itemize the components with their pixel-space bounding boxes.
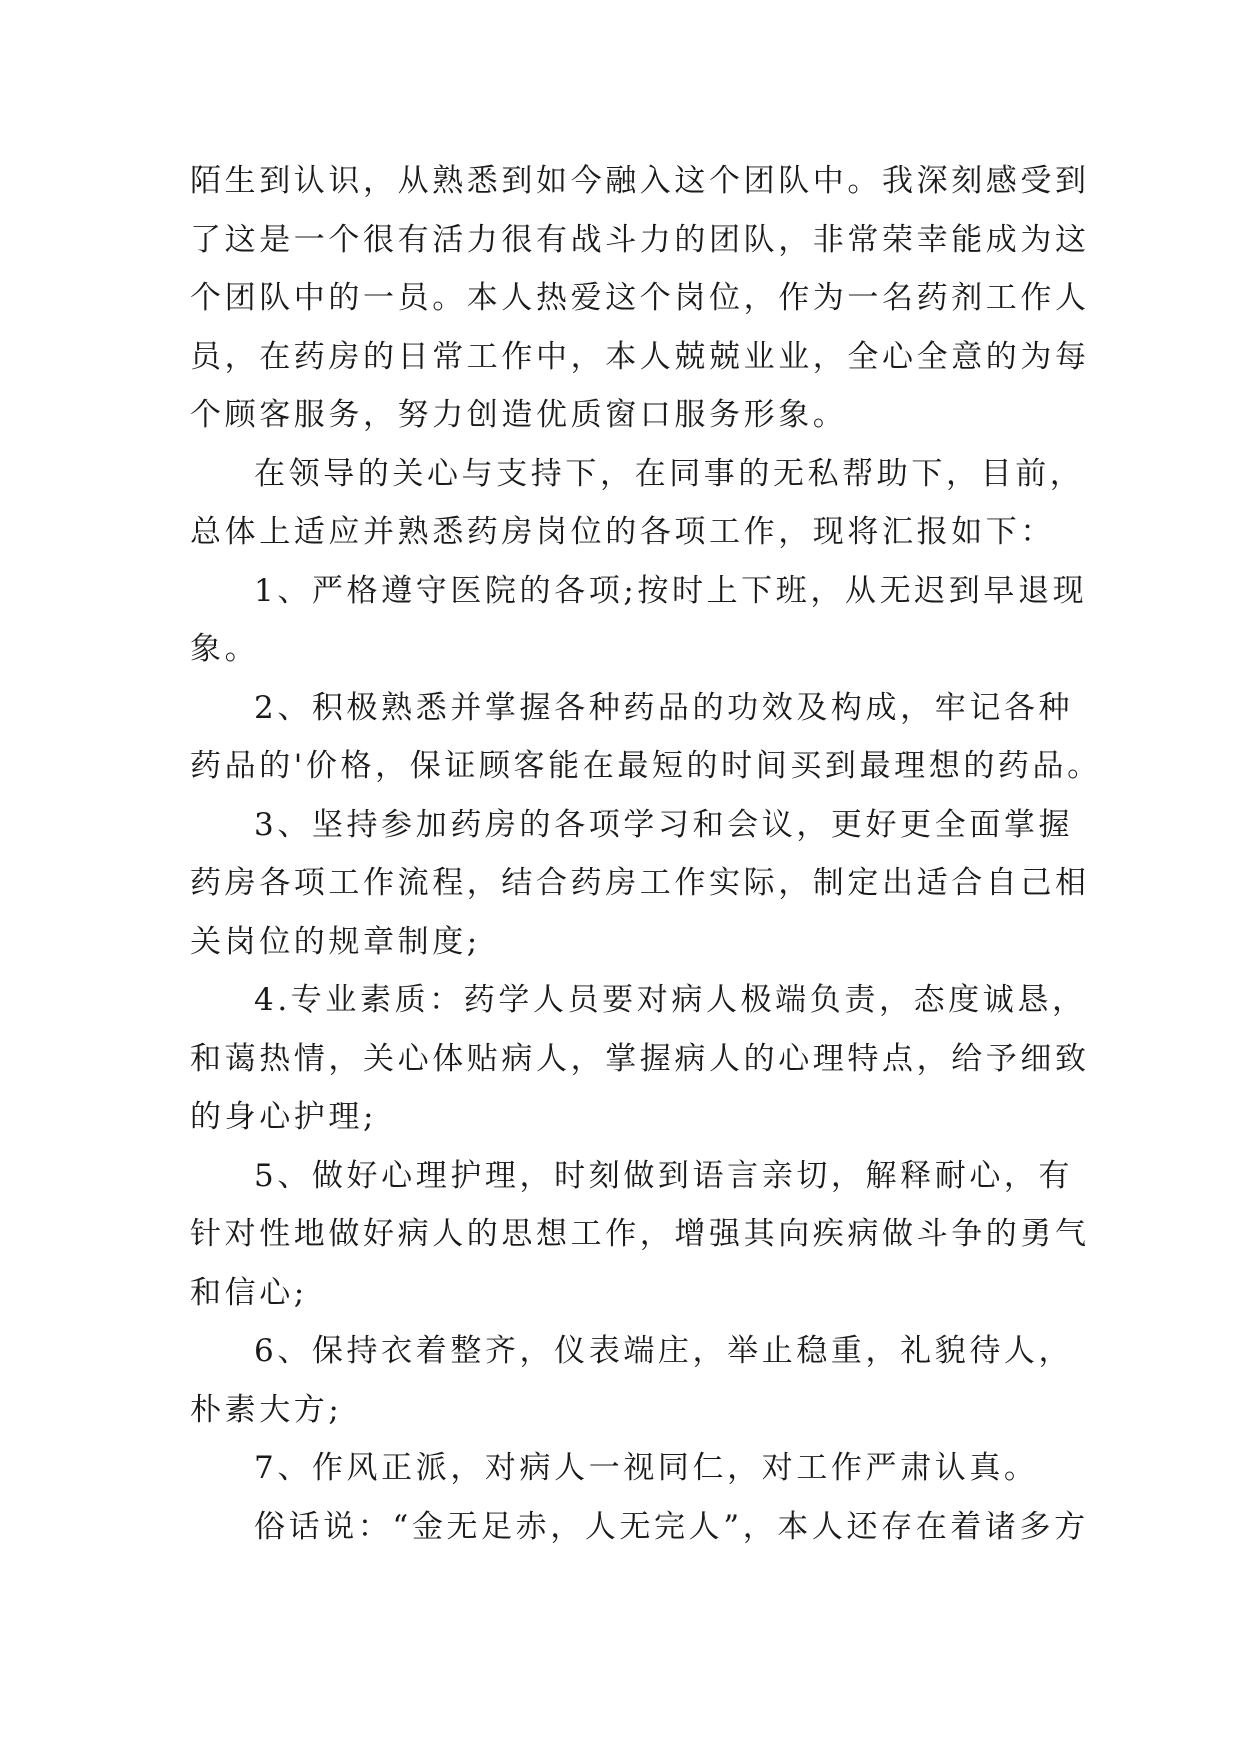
text-line-8: 1、严格遵守医院的各项;按时上下班，从无迟到早退现 xyxy=(254,572,1088,609)
text-line-24: 俗话说：“金无足赤，人无完人”，本人还存在着诸多方 xyxy=(254,1508,1089,1545)
text-line-13: 药房各项工作流程，结合药房工作实际，制定出适合自己相 xyxy=(190,865,1090,901)
text-line-20: 和信心; xyxy=(190,1274,308,1311)
text-line-21: 6、保持衣着整齐，仪表端庄，举止稳重，礼貌待人， xyxy=(254,1333,1074,1369)
text-line-18: 5、做好心理护理，时刻做到语言亲切，解释耐心，有 xyxy=(254,1157,1074,1194)
text-line-1: 陌生到认识，从熟悉到如今融入这个团队中。我深刻感受到 xyxy=(190,163,1090,199)
text-line-9: 象。 xyxy=(190,631,260,667)
text-line-23: 7、作风正派，对病人一视同仁，对工作严肃认真。 xyxy=(254,1450,1039,1486)
text-line-3: 个团队中的一员。本人热爱这个岗位，作为一名药剂工作人 xyxy=(190,280,1090,316)
document-body xyxy=(190,152,1102,1556)
text-line-4: 员，在药房的日常工作中，本人兢兢业业，全心全意的为每 xyxy=(190,338,1090,375)
text-line-6: 在领导的关心与支持下，在同事的无私帮助下，目前， xyxy=(254,455,1085,492)
text-line-16: 和蔼热情，关心体贴病人，掌握病人的心理特点，给予细致 xyxy=(190,1040,1090,1077)
text-line-15: 4.专业素质：药学人员要对病人极端负责，态度诚恳， xyxy=(254,982,1087,1018)
text-line-14: 关岗位的规章制度; xyxy=(190,923,481,960)
text-line-22: 朴素大方; xyxy=(190,1391,343,1428)
text-line-12: 3、坚持参加药房的各项学习和会议，更好更全面掌握 xyxy=(254,806,1074,843)
text-line-19: 针对性地做好病人的思想工作，增强其向疾病做斗争的勇气 xyxy=(190,1216,1090,1252)
text-line-11: 药品的'价格，保证顾客能在最短的时间买到最理想的药品。 xyxy=(190,748,1102,784)
text-line-10: 2、积极熟悉并掌握各种药品的功效及构成，牢记各种 xyxy=(254,689,1074,726)
text-line-17: 的身心护理; xyxy=(190,1099,378,1135)
text-line-7: 总体上适应并熟悉药房岗位的各项工作，现将汇报如下： xyxy=(190,514,1055,550)
text-line-5: 个顾客服务，努力创造优质窗口服务形象。 xyxy=(190,397,848,433)
text-line-2: 了这是一个很有活力很有战斗力的团队，非常荣幸能成为这 xyxy=(190,221,1090,258)
